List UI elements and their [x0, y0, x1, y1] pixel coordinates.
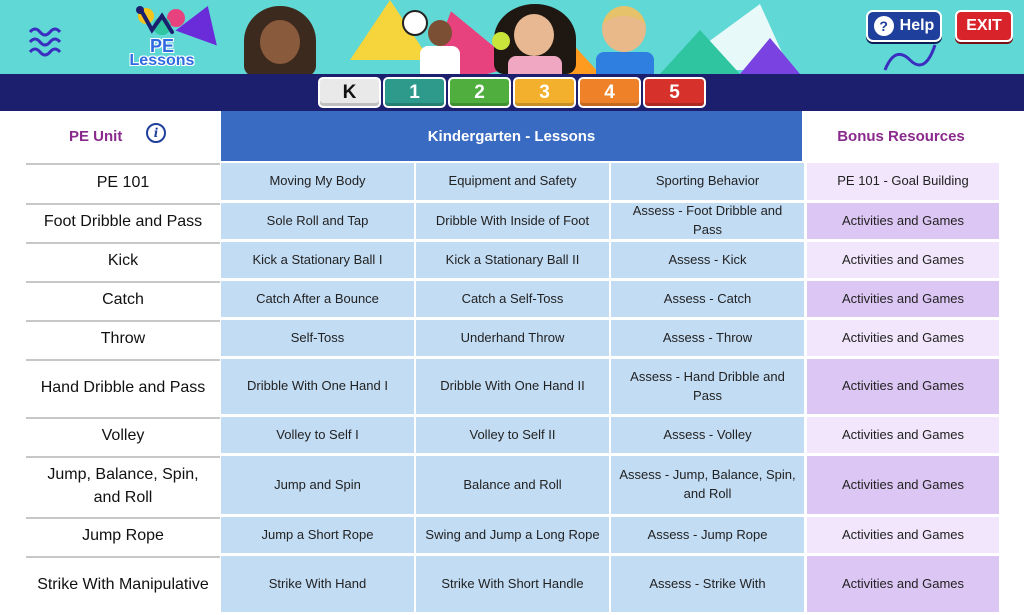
pe-lessons-logo[interactable] — [124, 6, 200, 70]
unit-name: Strike With Manipulative — [26, 556, 220, 612]
bonus-resource-link[interactable]: Activities and Games — [807, 203, 999, 239]
table-row — [26, 456, 999, 514]
unit-name: PE 101 — [26, 163, 220, 200]
grade-tab-5[interactable]: 5 — [643, 77, 706, 108]
lesson-link[interactable]: Jump and Spin — [221, 456, 414, 514]
header-banner — [0, 0, 1024, 74]
lesson-link[interactable]: Assess - Catch — [611, 281, 804, 317]
lesson-link[interactable]: Kick a Stationary Ball II — [416, 242, 609, 278]
exit-button[interactable] — [955, 10, 1013, 42]
logo-figures-icon — [124, 6, 200, 40]
pe-unit-header-label: PE Unit — [69, 127, 123, 145]
tennis-ball-icon — [492, 32, 510, 50]
lesson-link[interactable]: Volley to Self II — [416, 417, 609, 453]
lesson-link[interactable]: Catch After a Bounce — [221, 281, 414, 317]
unit-name: Kick — [26, 242, 220, 278]
grade-tab-4[interactable]: 4 — [578, 77, 641, 108]
bonus-resource-link[interactable]: Activities and Games — [807, 359, 999, 414]
lesson-link[interactable]: Strike With Short Handle — [416, 556, 609, 612]
lesson-link[interactable]: Assess - Foot Dribble and Pass — [611, 203, 804, 239]
bonus-resource-link[interactable]: Activities and Games — [807, 320, 999, 356]
question-icon: ? — [874, 16, 894, 36]
table-row — [26, 556, 999, 612]
bonus-resources-header — [805, 111, 997, 161]
lesson-link[interactable]: Assess - Strike With — [611, 556, 804, 612]
kid-photo — [368, 4, 468, 74]
table-row — [26, 359, 999, 414]
unit-name: Throw — [26, 320, 220, 356]
lessons-header — [221, 111, 802, 161]
lesson-link[interactable]: Underhand Throw — [416, 320, 609, 356]
lesson-link[interactable]: Dribble With One Hand II — [416, 359, 609, 414]
lesson-link[interactable]: Jump a Short Rope — [221, 517, 414, 553]
lessons-table — [26, 163, 999, 615]
table-row — [26, 281, 999, 317]
help-label: Help — [899, 17, 935, 34]
logo-text-lessons: Lessons — [129, 52, 195, 69]
wave-decor-icon — [28, 24, 68, 64]
grade-tab-3[interactable]: 3 — [513, 77, 576, 108]
lesson-link[interactable]: Equipment and Safety — [416, 163, 609, 200]
bonus-resource-link[interactable]: Activities and Games — [807, 417, 999, 453]
table-row — [26, 203, 999, 239]
bonus-resource-link[interactable]: Activities and Games — [807, 556, 999, 612]
lesson-link[interactable]: Assess - Volley — [611, 417, 804, 453]
table-row — [26, 517, 999, 553]
lesson-link[interactable]: Dribble With One Hand I — [221, 359, 414, 414]
lessons-header-label: Kindergarten - Lessons — [427, 127, 596, 145]
kid-photo — [244, 6, 316, 74]
table-row — [26, 417, 999, 453]
lesson-link[interactable]: Dribble With Inside of Foot — [416, 203, 609, 239]
lesson-link[interactable]: Assess - Throw — [611, 320, 804, 356]
lesson-link[interactable]: Kick a Stationary Ball I — [221, 242, 414, 278]
lesson-link[interactable]: Moving My Body — [221, 163, 414, 200]
info-icon[interactable]: i — [146, 123, 166, 143]
table-row — [26, 320, 999, 356]
lesson-link[interactable]: Assess - Kick — [611, 242, 804, 278]
unit-name: Catch — [26, 281, 220, 317]
logo-text-pe: PE — [149, 36, 174, 56]
grade-tabs — [318, 77, 706, 108]
unit-name: Hand Dribble and Pass — [26, 359, 220, 414]
grade-tab-1[interactable]: 1 — [383, 77, 446, 108]
soccer-ball-icon — [402, 10, 428, 36]
help-button[interactable] — [866, 10, 942, 42]
lesson-link[interactable]: Volley to Self I — [221, 417, 414, 453]
pe-unit-header — [26, 111, 220, 161]
unit-name: Jump, Balance, Spin, and Roll — [26, 456, 220, 514]
lesson-link[interactable]: Catch a Self-Toss — [416, 281, 609, 317]
bonus-resource-link[interactable]: Activities and Games — [807, 456, 999, 514]
decor-triangle — [660, 30, 740, 74]
lesson-link[interactable]: Sporting Behavior — [611, 163, 804, 200]
bonus-resource-link[interactable]: PE 101 - Goal Building — [807, 163, 999, 200]
lesson-link[interactable]: Strike With Hand — [221, 556, 414, 612]
lesson-link[interactable]: Swing and Jump a Long Rope — [416, 517, 609, 553]
swirl-decor-icon — [880, 40, 940, 74]
bonus-resource-link[interactable]: Activities and Games — [807, 281, 999, 317]
exit-label: EXIT — [966, 17, 1002, 34]
lesson-link[interactable]: Sole Roll and Tap — [221, 203, 414, 239]
lesson-link[interactable]: Balance and Roll — [416, 456, 609, 514]
bonus-resource-link[interactable]: Activities and Games — [807, 242, 999, 278]
lesson-link[interactable]: Assess - Jump Rope — [611, 517, 804, 553]
bonus-resources-header-label: Bonus Resources — [837, 127, 965, 145]
kid-photo — [494, 4, 576, 74]
table-row — [26, 163, 999, 200]
grade-tab-2[interactable]: 2 — [448, 77, 511, 108]
lesson-link[interactable]: Assess - Hand Dribble and Pass — [611, 359, 804, 414]
unit-name: Volley — [26, 417, 220, 453]
bonus-resource-link[interactable]: Activities and Games — [807, 517, 999, 553]
unit-name: Jump Rope — [26, 517, 220, 553]
grade-tab-k[interactable]: K — [318, 77, 381, 108]
lesson-link[interactable]: Assess - Jump, Balance, Spin, and Roll — [611, 456, 804, 514]
unit-name: Foot Dribble and Pass — [26, 203, 220, 239]
table-row — [26, 242, 999, 278]
kid-photo — [584, 2, 666, 74]
decor-triangle — [740, 38, 800, 74]
lesson-link[interactable]: Self-Toss — [221, 320, 414, 356]
